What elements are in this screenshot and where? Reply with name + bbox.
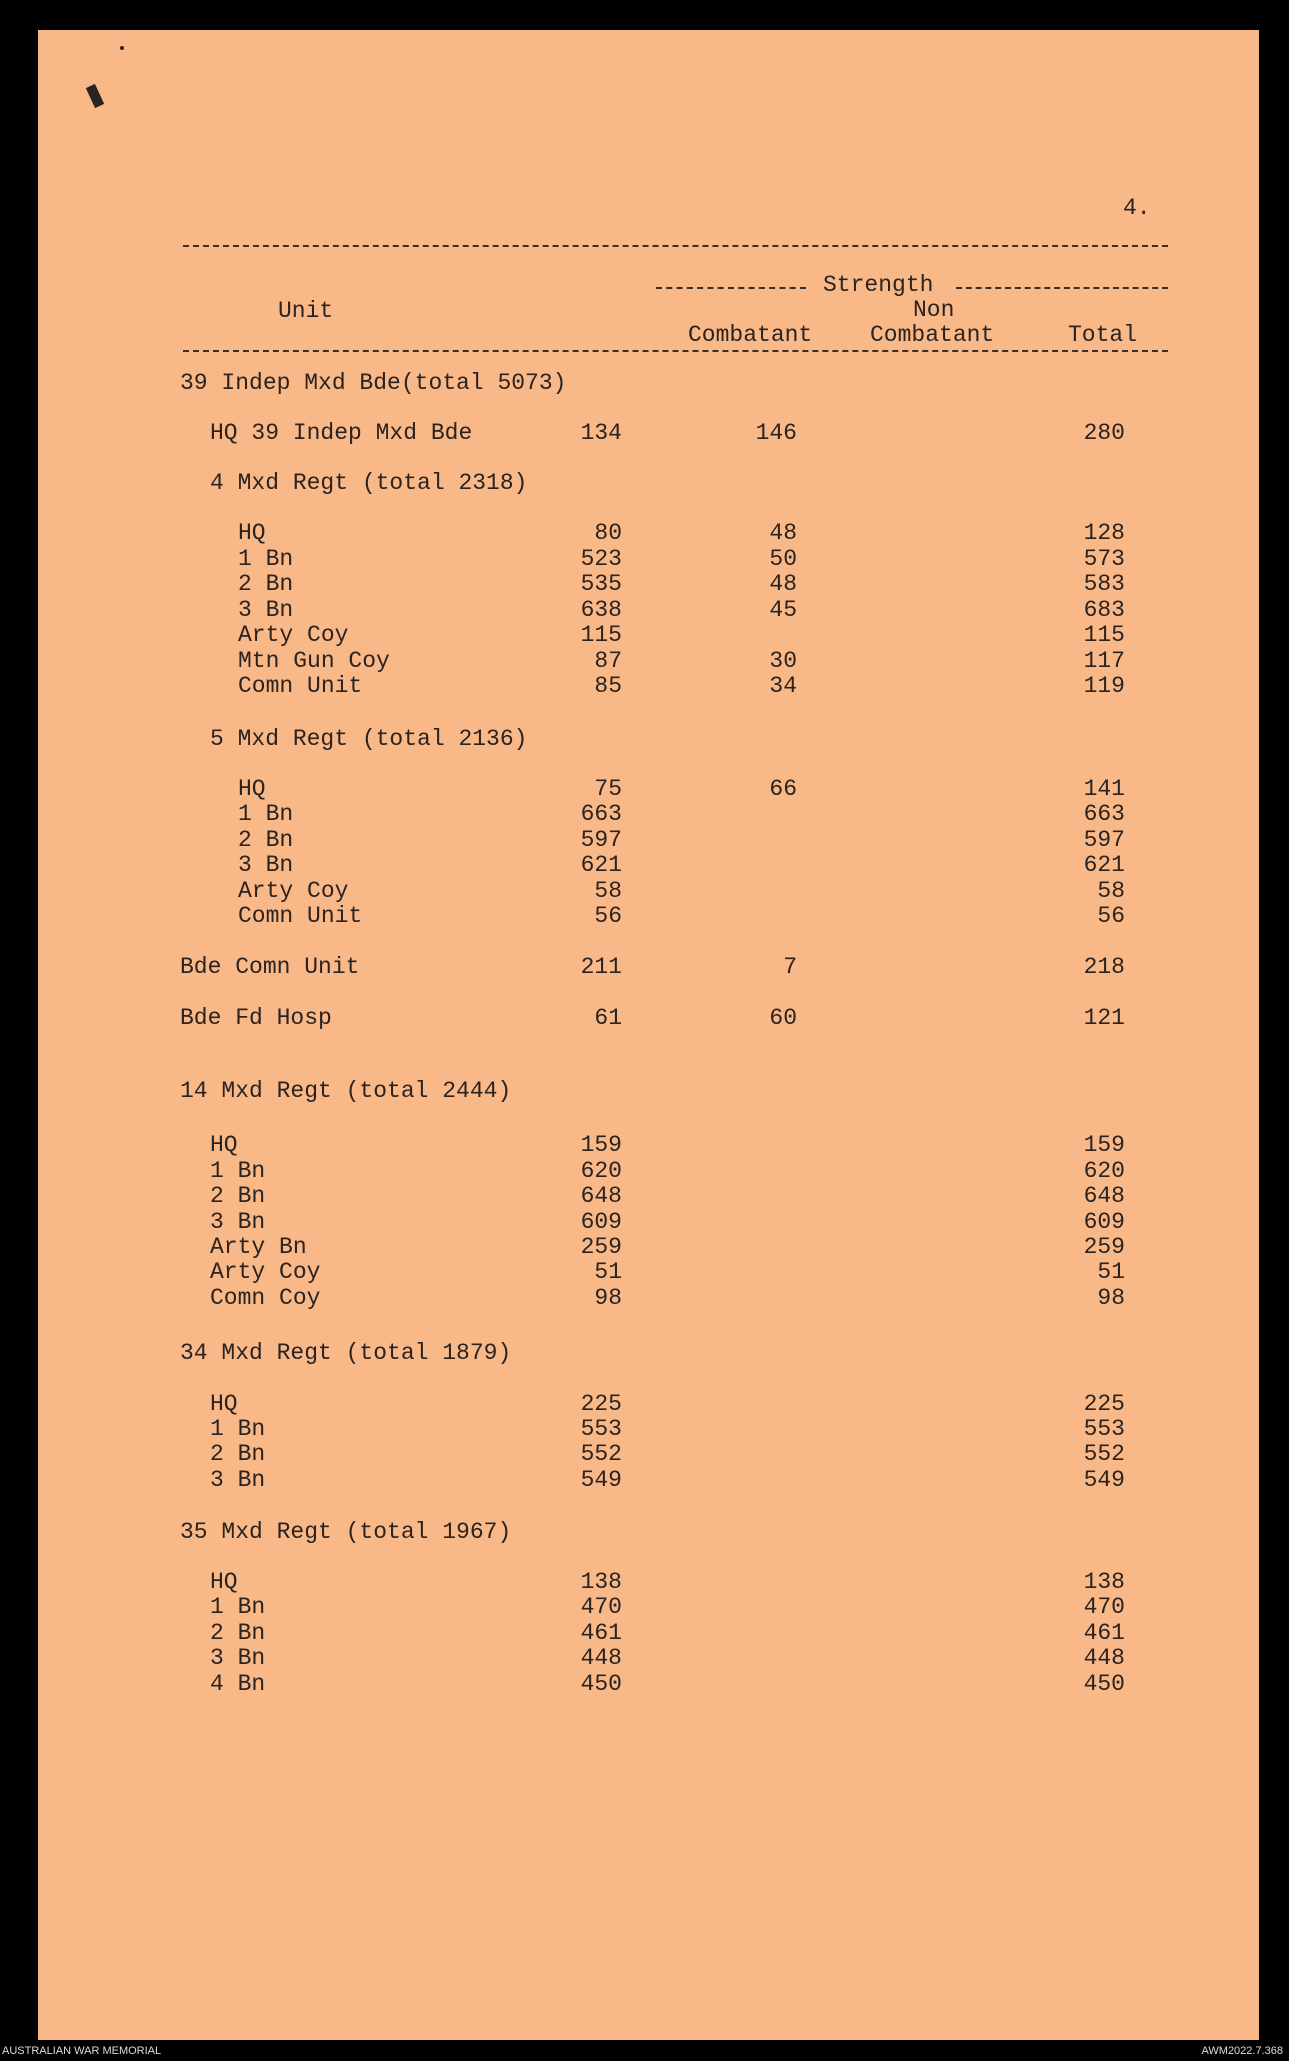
combatant-value: 461: [580, 1620, 622, 1646]
unit-label: 3 Bn: [210, 1467, 266, 1493]
total-value: 98: [1097, 1285, 1125, 1311]
total-value: 573: [1083, 546, 1125, 572]
document-page: [38, 30, 1259, 2040]
total-value: 470: [1083, 1594, 1125, 1620]
ink-dot: [120, 46, 124, 50]
unit-label: 3 Bn: [238, 852, 294, 878]
combatant-value: 470: [580, 1594, 622, 1620]
combatant-value: 80: [594, 520, 622, 546]
total-value: 138: [1083, 1569, 1125, 1595]
header-strength: Strength: [823, 272, 934, 298]
total-value: 141: [1083, 776, 1125, 802]
total-value: 620: [1083, 1158, 1125, 1184]
ink-blot: [86, 84, 104, 108]
unit-label: Arty Coy: [210, 1259, 321, 1285]
total-value: 549: [1083, 1467, 1125, 1493]
non-combatant-value: 45: [769, 597, 797, 623]
section-heading: 14 Mxd Regt (total 2444): [180, 1078, 512, 1104]
total-value: 121: [1083, 1005, 1125, 1031]
unit-label: Bde Comn Unit: [180, 954, 360, 980]
total-value: 115: [1083, 622, 1125, 648]
combatant-value: 663: [580, 801, 622, 827]
strength-rule-left: [656, 287, 806, 289]
total-value: 683: [1083, 597, 1125, 623]
section-heading: 39 Indep Mxd Bde(total 5073): [180, 370, 567, 396]
unit-label: HQ: [210, 1132, 238, 1158]
combatant-value: 553: [580, 1416, 622, 1442]
combatant-value: 523: [580, 546, 622, 572]
combatant-value: 51: [594, 1259, 622, 1285]
unit-label: 3 Bn: [210, 1645, 266, 1671]
unit-label: 4 Bn: [210, 1671, 266, 1697]
total-value: 597: [1083, 827, 1125, 853]
total-value: 117: [1083, 648, 1125, 674]
non-combatant-value: 48: [769, 520, 797, 546]
unit-label: 2 Bn: [210, 1620, 266, 1646]
unit-label: 3 Bn: [238, 597, 294, 623]
non-combatant-value: 50: [769, 546, 797, 572]
combatant-value: 535: [580, 571, 622, 597]
combatant-value: 620: [580, 1158, 622, 1184]
combatant-value: 609: [580, 1209, 622, 1235]
unit-label: 1 Bn: [210, 1158, 266, 1184]
unit-label: 2 Bn: [238, 827, 294, 853]
unit-label: Bde Fd Hosp: [180, 1005, 332, 1031]
combatant-value: 115: [580, 622, 622, 648]
combatant-value: 450: [580, 1671, 622, 1697]
unit-label: Arty Bn: [210, 1234, 307, 1260]
unit-label: HQ 39 Indep Mxd Bde: [210, 420, 473, 446]
section-heading: 4 Mxd Regt (total 2318): [210, 470, 528, 496]
total-value: 552: [1083, 1441, 1125, 1467]
combatant-value: 87: [594, 648, 622, 674]
non-combatant-value: 7: [783, 954, 797, 980]
non-combatant-value: 30: [769, 648, 797, 674]
header-rule: [183, 350, 1168, 352]
combatant-value: 448: [580, 1645, 622, 1671]
combatant-value: 225: [580, 1391, 622, 1417]
combatant-value: 552: [580, 1441, 622, 1467]
top-rule: [183, 245, 1168, 247]
total-value: 583: [1083, 571, 1125, 597]
footer-right: AWM2022.7.368: [1201, 2045, 1283, 2057]
unit-label: 2 Bn: [210, 1441, 266, 1467]
combatant-value: 61: [594, 1005, 622, 1031]
combatant-value: 98: [594, 1285, 622, 1311]
total-value: 259: [1083, 1234, 1125, 1260]
total-value: 51: [1097, 1259, 1125, 1285]
combatant-value: 259: [580, 1234, 622, 1260]
combatant-value: 648: [580, 1183, 622, 1209]
combatant-value: 638: [580, 597, 622, 623]
unit-label: HQ: [238, 520, 266, 546]
combatant-value: 597: [580, 827, 622, 853]
unit-label: 1 Bn: [238, 801, 294, 827]
unit-label: 3 Bn: [210, 1209, 266, 1235]
total-value: 58: [1097, 878, 1125, 904]
total-value: 225: [1083, 1391, 1125, 1417]
unit-label: Arty Coy: [238, 878, 349, 904]
total-value: 621: [1083, 852, 1125, 878]
section-heading: 5 Mxd Regt (total 2136): [210, 726, 528, 752]
unit-label: HQ: [238, 776, 266, 802]
combatant-value: 85: [594, 673, 622, 699]
combatant-value: 138: [580, 1569, 622, 1595]
combatant-value: 58: [594, 878, 622, 904]
page-number: 4.: [1123, 195, 1151, 221]
combatant-value: 56: [594, 903, 622, 929]
unit-label: HQ: [210, 1391, 238, 1417]
combatant-value: 211: [580, 954, 622, 980]
header-non: Non: [913, 297, 955, 323]
total-value: 648: [1083, 1183, 1125, 1209]
total-value: 663: [1083, 801, 1125, 827]
unit-label: 2 Bn: [238, 571, 294, 597]
total-value: 450: [1083, 1671, 1125, 1697]
unit-label: Comn Unit: [238, 673, 363, 699]
unit-label: HQ: [210, 1569, 238, 1595]
footer-left: AUSTRALIAN WAR MEMORIAL: [2, 2045, 162, 2057]
unit-label: 1 Bn: [210, 1416, 266, 1442]
total-value: 448: [1083, 1645, 1125, 1671]
total-value: 56: [1097, 903, 1125, 929]
header-total: Total: [1068, 322, 1138, 348]
unit-label: Arty Coy: [238, 622, 349, 648]
unit-label: Comn Unit: [238, 903, 363, 929]
total-value: 218: [1083, 954, 1125, 980]
unit-label: Comn Coy: [210, 1285, 321, 1311]
header-unit: Unit: [278, 298, 334, 324]
combatant-value: 159: [580, 1132, 622, 1158]
total-value: 609: [1083, 1209, 1125, 1235]
combatant-value: 621: [580, 852, 622, 878]
non-combatant-value: 48: [769, 571, 797, 597]
non-combatant-value: 60: [769, 1005, 797, 1031]
total-value: 159: [1083, 1132, 1125, 1158]
total-value: 128: [1083, 520, 1125, 546]
total-value: 119: [1083, 673, 1125, 699]
section-heading: 34 Mxd Regt (total 1879): [180, 1340, 512, 1366]
section-heading: 35 Mxd Regt (total 1967): [180, 1519, 512, 1545]
header-combatant: Combatant: [688, 322, 813, 348]
combatant-value: 549: [580, 1467, 622, 1493]
total-value: 553: [1083, 1416, 1125, 1442]
unit-label: Mtn Gun Coy: [238, 648, 390, 674]
header-non-combatant: Combatant: [870, 322, 995, 348]
strength-rule-right: [956, 287, 1168, 289]
total-value: 280: [1083, 420, 1125, 446]
non-combatant-value: 146: [755, 420, 797, 446]
unit-label: 2 Bn: [210, 1183, 266, 1209]
unit-label: 1 Bn: [238, 546, 294, 572]
combatant-value: 134: [580, 420, 622, 446]
unit-label: 1 Bn: [210, 1594, 266, 1620]
non-combatant-value: 66: [769, 776, 797, 802]
combatant-value: 75: [594, 776, 622, 802]
non-combatant-value: 34: [769, 673, 797, 699]
total-value: 461: [1083, 1620, 1125, 1646]
